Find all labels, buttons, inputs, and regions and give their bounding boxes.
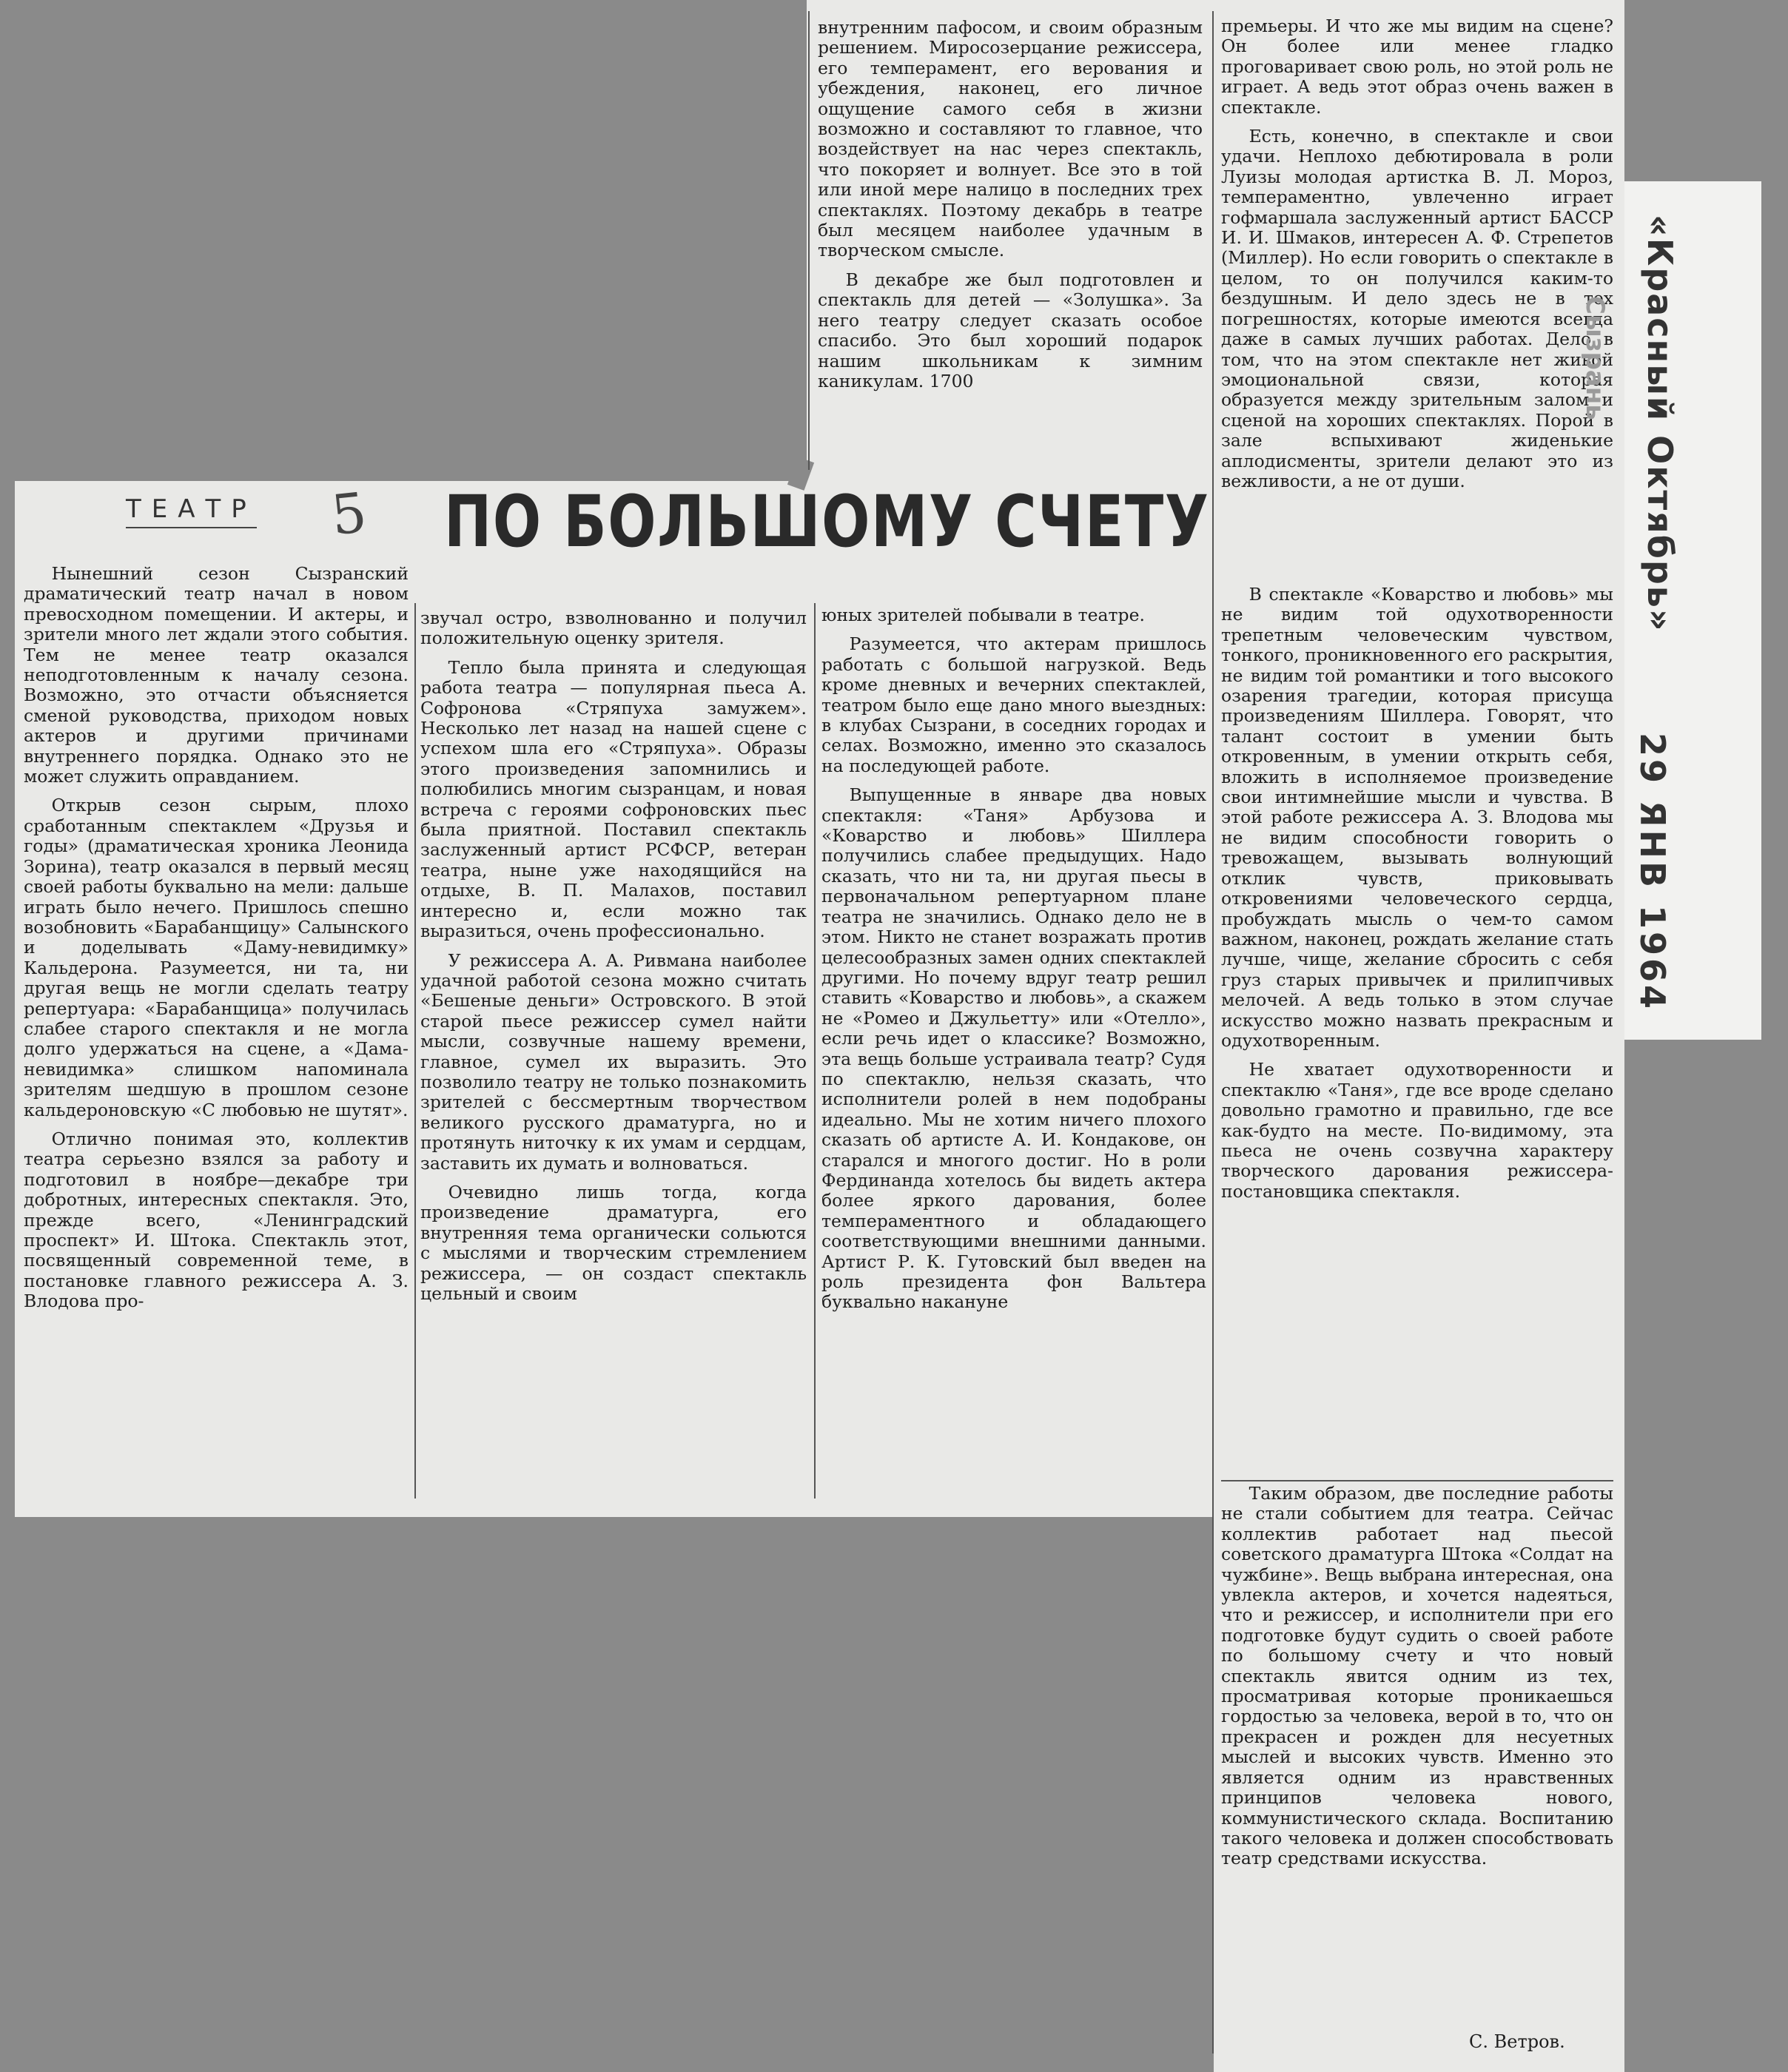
paragraph: внутренним пафосом, и своим образным решением. Миросозерцание режиссера, его темперамент, его верования и убеждения, наконец, его личное ощущение самого себя в жизни возможно и составляют то главное, что воздействует на нас через спектакль, что покоряет и волнует. Все это в той или иной мере налицо в последних трех спектаклях. Поэтому декабрь в театре был месяцем наиболее удачным в творческом смысле. — [818, 18, 1203, 261]
date-stamp: 29 ЯНВ 1964 — [1633, 733, 1673, 1012]
article-column-4-middle — [1221, 585, 1613, 1480]
article-column-2 — [420, 608, 807, 1496]
paragraph: Отлично понимая это, коллектив театра серьезно взялся за работу и подготовил в ноябре—декабре три добротных, интересных спектакля. Это, прежде всего, «Ленинградский проспект» И. Штока. Спектакль этот, посвященный современной теме, в постановке главного режиссера А. З. Влодова про- — [24, 1128, 409, 1312]
rubric-label: ТЕАТР — [126, 494, 257, 528]
paragraph: юных зрителей побывали в театре. — [821, 605, 1145, 625]
paragraph: премьеры. И что же мы видим на сцене? Он более или менее гладко проговаривает свою роль, но этой роль не играет. А ведь этот образ очень важен в спектакле. — [1221, 16, 1613, 118]
paragraph: Тепло была принята и следующая работа театра — популярная пьеса А. Софронова «Стряпуха замужем». Несколько лет назад на нашей сцене с успехом шла его «Стряпуха». Образы этого произведения запомнились и полюбились многим сызранцам, и новая встреча с героями софроновских пьес была приятной. Поставил спектакль заслуженный артист РСФСР, ветеран театра, ныне уже находящийся на отдыхе, В. П. Малахов, поставил интересно и, если можно так выразиться, очень профессионально. — [420, 656, 807, 942]
section-rule — [1221, 1480, 1613, 1481]
author-signature: С. Ветров. — [1469, 2031, 1565, 2052]
paragraph: В декабре же был подготовлен и спектакль для детей — «Золушка». За него театру следует сказать особое спасибо. Это был хороший подарок нашим школьникам к зимним каникулам. 1700 — [818, 269, 1203, 391]
newspaper-name-stamp: «Красный Октябрь» — [1640, 215, 1680, 633]
paragraph: Очевидно лишь тогда, когда произведение драматурга, его внутренняя тема органически сольются с мыслями и творческим стремлением режиссера, — он создаст спектакль цельный и своим — [420, 1181, 807, 1304]
article-column-3 — [821, 605, 1206, 1504]
column-rule — [414, 603, 416, 1498]
column-rule — [808, 11, 810, 470]
paragraph: Не хватает одухотворенности и спектаклю «Таня», где все вроде сделано довольно грамотно и правильно, где все как-будто на месте. По-видимому, эта пьеса не очень созвучна характеру творческого дарования режиссера-постановщика спектакля. — [1221, 1059, 1613, 1202]
article-headline: ПО БОЛЬШОМУ СЧЕТУ — [444, 480, 1210, 563]
paragraph: В спектакле «Коварство и любовь» мы не видим той одухотворенности трепетным человеческим чувством, тонкого, проникновенного его раскрытия, не видим той романтики и того высокого озарения трагедии, которая присуща произведениям Шиллера. Говорят, что талант состоит в умении быть откровенным, в умении открыть себя, вложить в исполняемое произведение свои интимнейшие мысли и чувства. В этой работе режиссера А. З. Влодова мы не видим способности говорить о тревожащем, вызывать волнующий отклик чувств, приковывать откровениями человеческого сердца, пробуждать мысль о чем-то самом важном, наконец, рождать желание стать лучше, чище, желание сбросить с себя груз старых привычек и прилипчивых мелочей. А ведь только в этом случае искусство можно назвать прекрасным и одухотворенным. — [1221, 585, 1613, 1051]
paragraph: Открыв сезон сырым, плохо сработанным спектаклем «Друзья и годы» (драматическая хроника Леонида Зорина), театр оказался в первый месяц своей работы буквально на мели: дальше играть было нечего. Пришлось спешно возобновить «Барабанщицу» Салынского и доделывать «Даму-невидимку» Кальдерона. Разумеется, ни та, ни другая вещь не могли сделать театру репертуара: «Барабанщица» получилась слабее старого спектакля и не могла долго удержаться на сцене, а «Дама-невидимка» слишком напоминала зрителям шедшую в прошлом сезоне кальдероновскую «С любовью не шутят». — [24, 795, 409, 1120]
article-column-4-bottom — [1221, 1484, 1613, 2031]
article-column-top — [818, 18, 1203, 469]
column-rule — [1212, 11, 1214, 2054]
article-column-4-top — [1221, 16, 1613, 564]
handwritten-mark: 5 — [328, 480, 370, 548]
paragraph: Нынешний сезон Сызранский драматический театр начал в новом превосходном помещении. И актеры, и зрители много лет ждали этого события. Тем не менее театр оказался неподготовленным к началу сезона. Возможно, это отчасти объясняется сменой руководства, приходом новых актеров и другими причинами внутреннего порядка. Однако это не может служить оправданием. — [24, 564, 409, 787]
paragraph: Разумеется, что актерам пришлось работать с большой нагрузкой. Ведь кроме дневных и вечерних спектаклей, театром было еще дано много выездных: в клубах Сызрани, в соседних городах и селах. Возможно, именно это сказалось на последующей работе. — [821, 633, 1206, 776]
paragraph: звучал остро, взволнованно и получил положительную оценку зрителя. — [420, 608, 807, 649]
paragraph: Выпущенные в январе два новых спектакля: «Таня» Арбузова и «Коварство и любовь» Шиллера получились слабее предыдущих. Надо сказать, что ни та, ни другая пьесы в первоначальном репертуарном плане театра не значились. Однако дело не в этом. Никто не станет возражать против целесообразных замен одних спектаклей другими. Но почему вдруг театр решил ставить «Коварство и любовь», а скажем не «Ромео и Джульетту» или «Отелло», если речь идет о классике? Возможно, эта вещь больше устраивала театр? Судя по спектаклю, нельзя сказать, что исполнители ролей в нем подобраны идеально. Мы не хотим ничего плохого сказать об артисте А. И. Кондакове, он старался и многого достиг. Но в роли Фердинанда хотелось бы видеть актера более яркого дарования, более темпераментного и обладающего соответствующими внешними данными. Артист Р. К. Гутовский был введен на роль президента фон Вальтера буквально накануне — [821, 784, 1206, 1313]
paragraph: Таким образом, две последние работы не стали событием для театра. Сейчас коллектив работает над пьесой советского драматурга Штока «Солдат на чужбине». Вещь выбрана интересная, она увлекла актеров, и хочется надеяться, что и режиссер, и исполнители при его подготовке будут судить о своей работе по большому счету и что новый спектакль явится одним из тех, просматривая которые проникаешься гордостью за человека, верой в то, что он прекрасен и рожден для несуетных мыслей и высоких чувств. Именно это является одним из нравственных принципов человека нового, коммунистического склада. Воспитанию такого человека и должен способствовать театр средствами искусства. — [1221, 1484, 1613, 1869]
paragraph: Есть, конечно, в спектакле и свои удачи. Неплохо дебютировала в роли Луизы молодая артистка В. Л. Мороз, темпераментно, увлеченно играет гофмаршала заслуженный артист БАССР И. И. Шмаков, интересен А. Ф. Стрепетов (Миллер). Но если говорить о спектакле в целом, то он получился каким-то бездушным. И дело здесь не в тех погрешностях, которые имеются всегда даже в самых лучших работах. Дело в том, что на этом спектакле нет живой эмоциональной связи, которая образуется между зрительным залом и сценой на хороших спектаклях. Порой в зале вспыхивают жиденькие аплодисменты, зрители делают это из вежливости, а не от души. — [1221, 126, 1613, 491]
article-column-1 — [24, 564, 409, 1493]
paragraph: У режиссера А. А. Ривмана наиболее удачной работой сезона можно считать «Бешеные деньги» Островского. В этой старой пьесе режиссер сумел найти мысли, созвучные нашему времени, главное, сумел их выразить. Это позволило театру не только познакомить зрителей с бессмертным творчеством великого русского драматурга, но и протянуть ниточку к их умам и сердцам, заставить их думать и волноваться. — [420, 949, 807, 1174]
city-stamp: Сызрань — [1580, 296, 1610, 420]
column-rule — [814, 603, 816, 1498]
